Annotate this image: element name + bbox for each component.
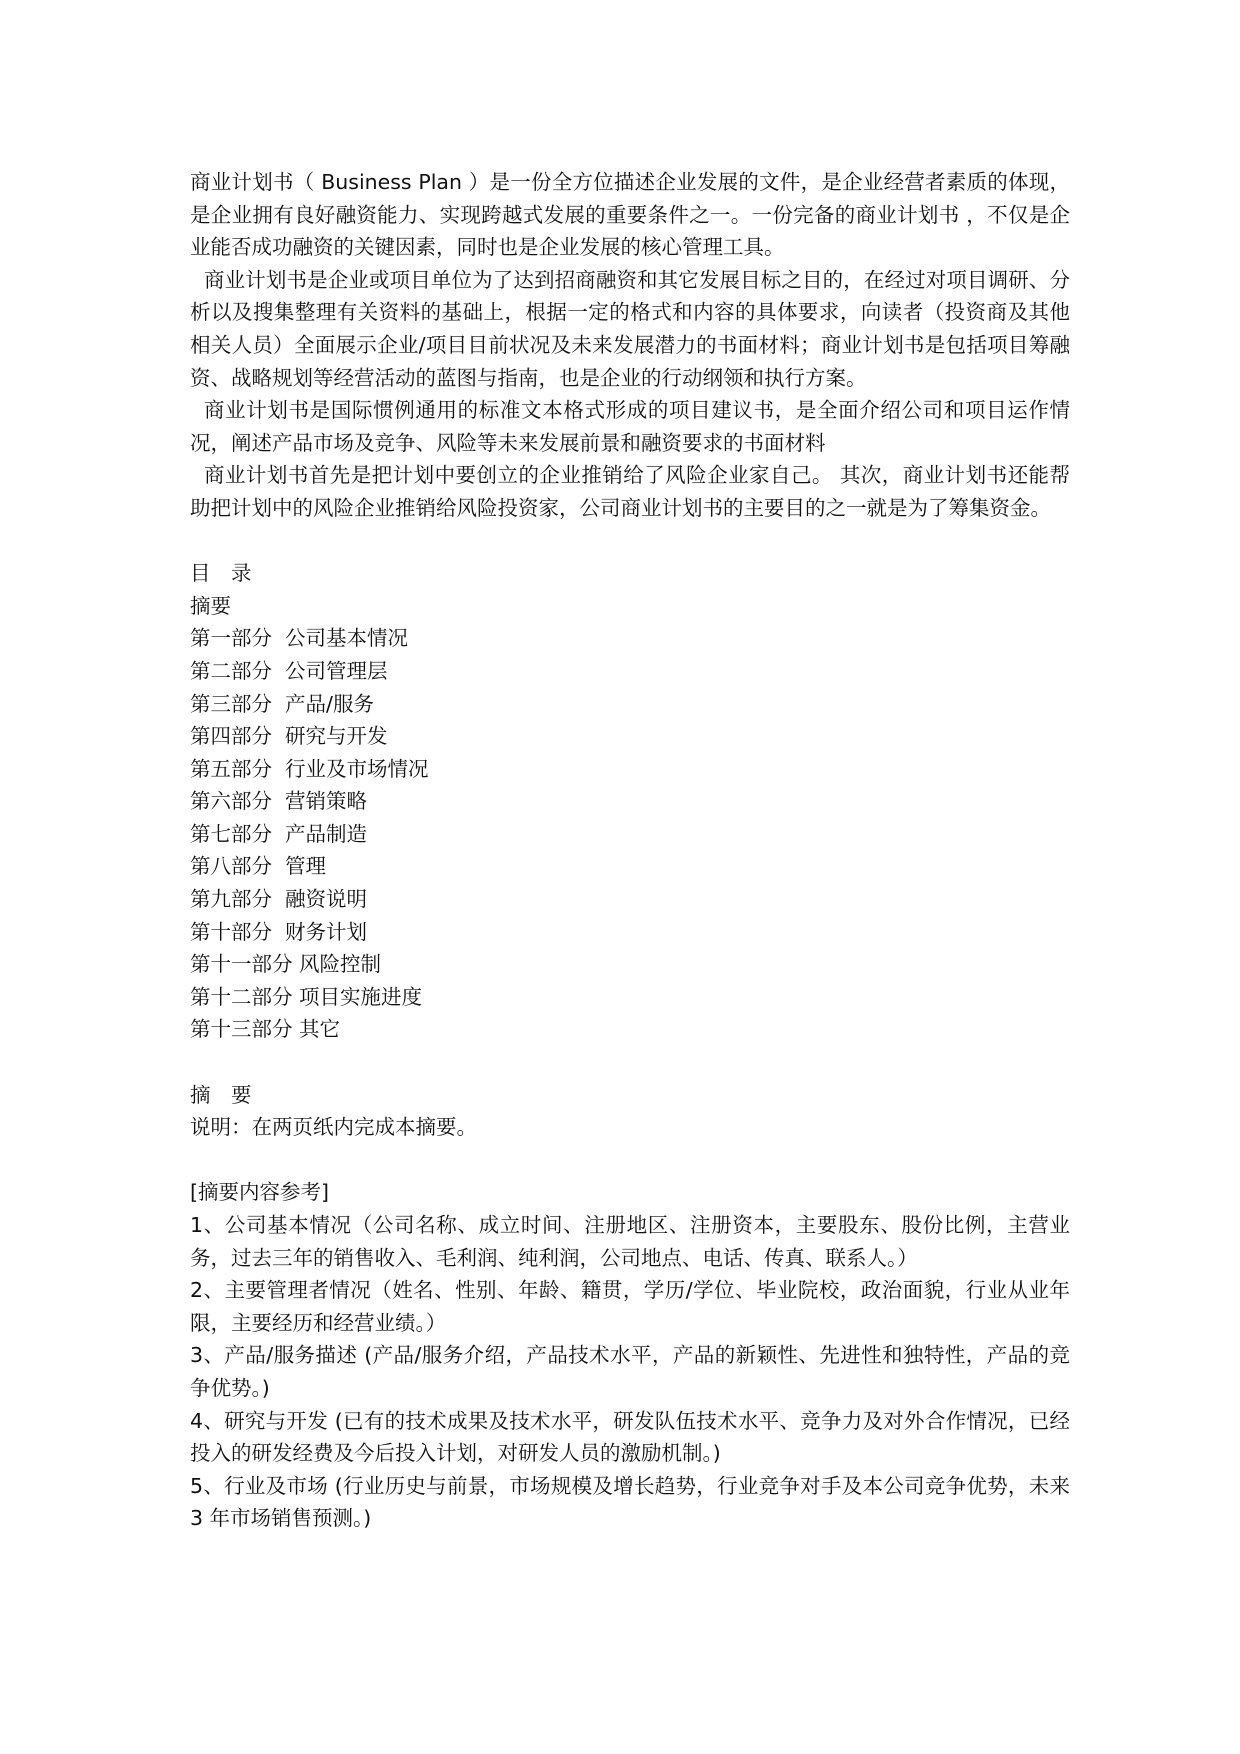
reference-item: 5、行业及市场 (行业历史与前景，市场规模及增长趋势，行业竞争对手及本公司竞争优势，未来 3 年市场销售预测。) xyxy=(190,1473,1070,1531)
intro-paragraph-3: 商业计划书是国际惯例通用的标准文本格式形成的项目建议书，是全面介绍公司和项目运作情况，阐述产品市场及竞争、风险等未来发展前景和融资要求的书面材料 xyxy=(190,398,1070,455)
toc-title: 目 录 xyxy=(190,561,252,586)
document-page xyxy=(190,166,1070,1535)
toc-item: 第一部分 公司基本情况 xyxy=(190,626,409,651)
intro-paragraph-1: 商业计划书（ Business Plan ）是一份全方位描述企业发展的文件，是企业经营者素质的体现，是企业拥有良好融资能力、实现跨越式发展的重要条件之一。一份完备的商业计划书 ，不仅是企业能否成功融资的关键因素，同时也是企业发展的核心管理工具。 xyxy=(190,170,1070,260)
intro-paragraph-2: 商业计划书是企业或项目单位为了达到招商融资和其它发展目标之目的，在经过对项目调研、分析以及搜集整理有关资料的基础上，根据一定的格式和内容的具体要求，向读者（投资商及其他相关人员）全面展示企业/项目目前状况及未来发展潜力的书面材料；商业计划书是包括项目筹融资、战略规划等经营活动的蓝图与指南，也是企业的行动纲领和执行方案。 xyxy=(190,267,1070,390)
intro-paragraph-4: 商业计划书首先是把计划中要创立的企业推销给了风险企业家自己。 其次，商业计划书还能帮助把计划中的风险企业推销给风险投资家，公司商业计划书的主要目的之一就是为了筹集资金。 xyxy=(190,463,1070,520)
table-of-contents xyxy=(190,590,1070,1046)
toc-item: 第六部分 营销策略 xyxy=(190,789,368,814)
spacer xyxy=(190,1046,1070,1079)
toc-item: 第十部分 财务计划 xyxy=(190,919,368,944)
reference-title: [摘要内容参考] xyxy=(190,1180,329,1205)
summary-note: 说明：在两页纸内完成本摘要。 xyxy=(190,1115,477,1140)
summary-title: 摘 要 xyxy=(190,1082,252,1107)
toc-item: 第五部分 行业及市场情况 xyxy=(190,756,429,781)
toc-item: 第九部分 融资说明 xyxy=(190,887,368,912)
toc-item: 第三部分 产品/服务 xyxy=(190,691,374,716)
reference-list xyxy=(190,1209,1070,1535)
spacer xyxy=(190,1144,1070,1177)
toc-item: 第十三部分 其它 xyxy=(190,1017,341,1042)
reference-item: 1、公司基本情况（公司名称、成立时间、注册地区、注册资本，主要股东、股份比例，主营业务，过去三年的销售收入、毛利润、纯利润，公司地点、电话、传真、联系人。） xyxy=(190,1213,1070,1270)
reference-item: 2、主要管理者情况（姓名、性别、年龄、籍贯，学历/学位、毕业院校，政治面貌，行业从业年限，主要经历和经营业绩。） xyxy=(190,1278,1070,1335)
toc-item: 第十二部分 项目实施进度 xyxy=(190,984,423,1009)
toc-item: 第四部分 研究与开发 xyxy=(190,724,388,749)
reference-item: 3、产品/服务描述 (产品/服务介绍，产品技术水平，产品的新颖性、先进性和独特性，产品的竞争优势。) xyxy=(190,1343,1070,1400)
reference-item: 4、研究与开发 (已有的技术成果及技术水平，研发队伍技术水平、竞争力及对外合作情况，已经投入的研发经费及今后投入计划，对研发人员的激励机制。) xyxy=(190,1408,1070,1466)
toc-item: 摘要 xyxy=(190,593,231,618)
toc-item: 第八部分 管理 xyxy=(190,854,327,879)
toc-item: 第七部分 产品制造 xyxy=(190,821,368,846)
toc-item: 第十一部分 风险控制 xyxy=(190,952,382,977)
spacer xyxy=(190,525,1070,558)
toc-item: 第二部分 公司管理层 xyxy=(190,658,388,683)
